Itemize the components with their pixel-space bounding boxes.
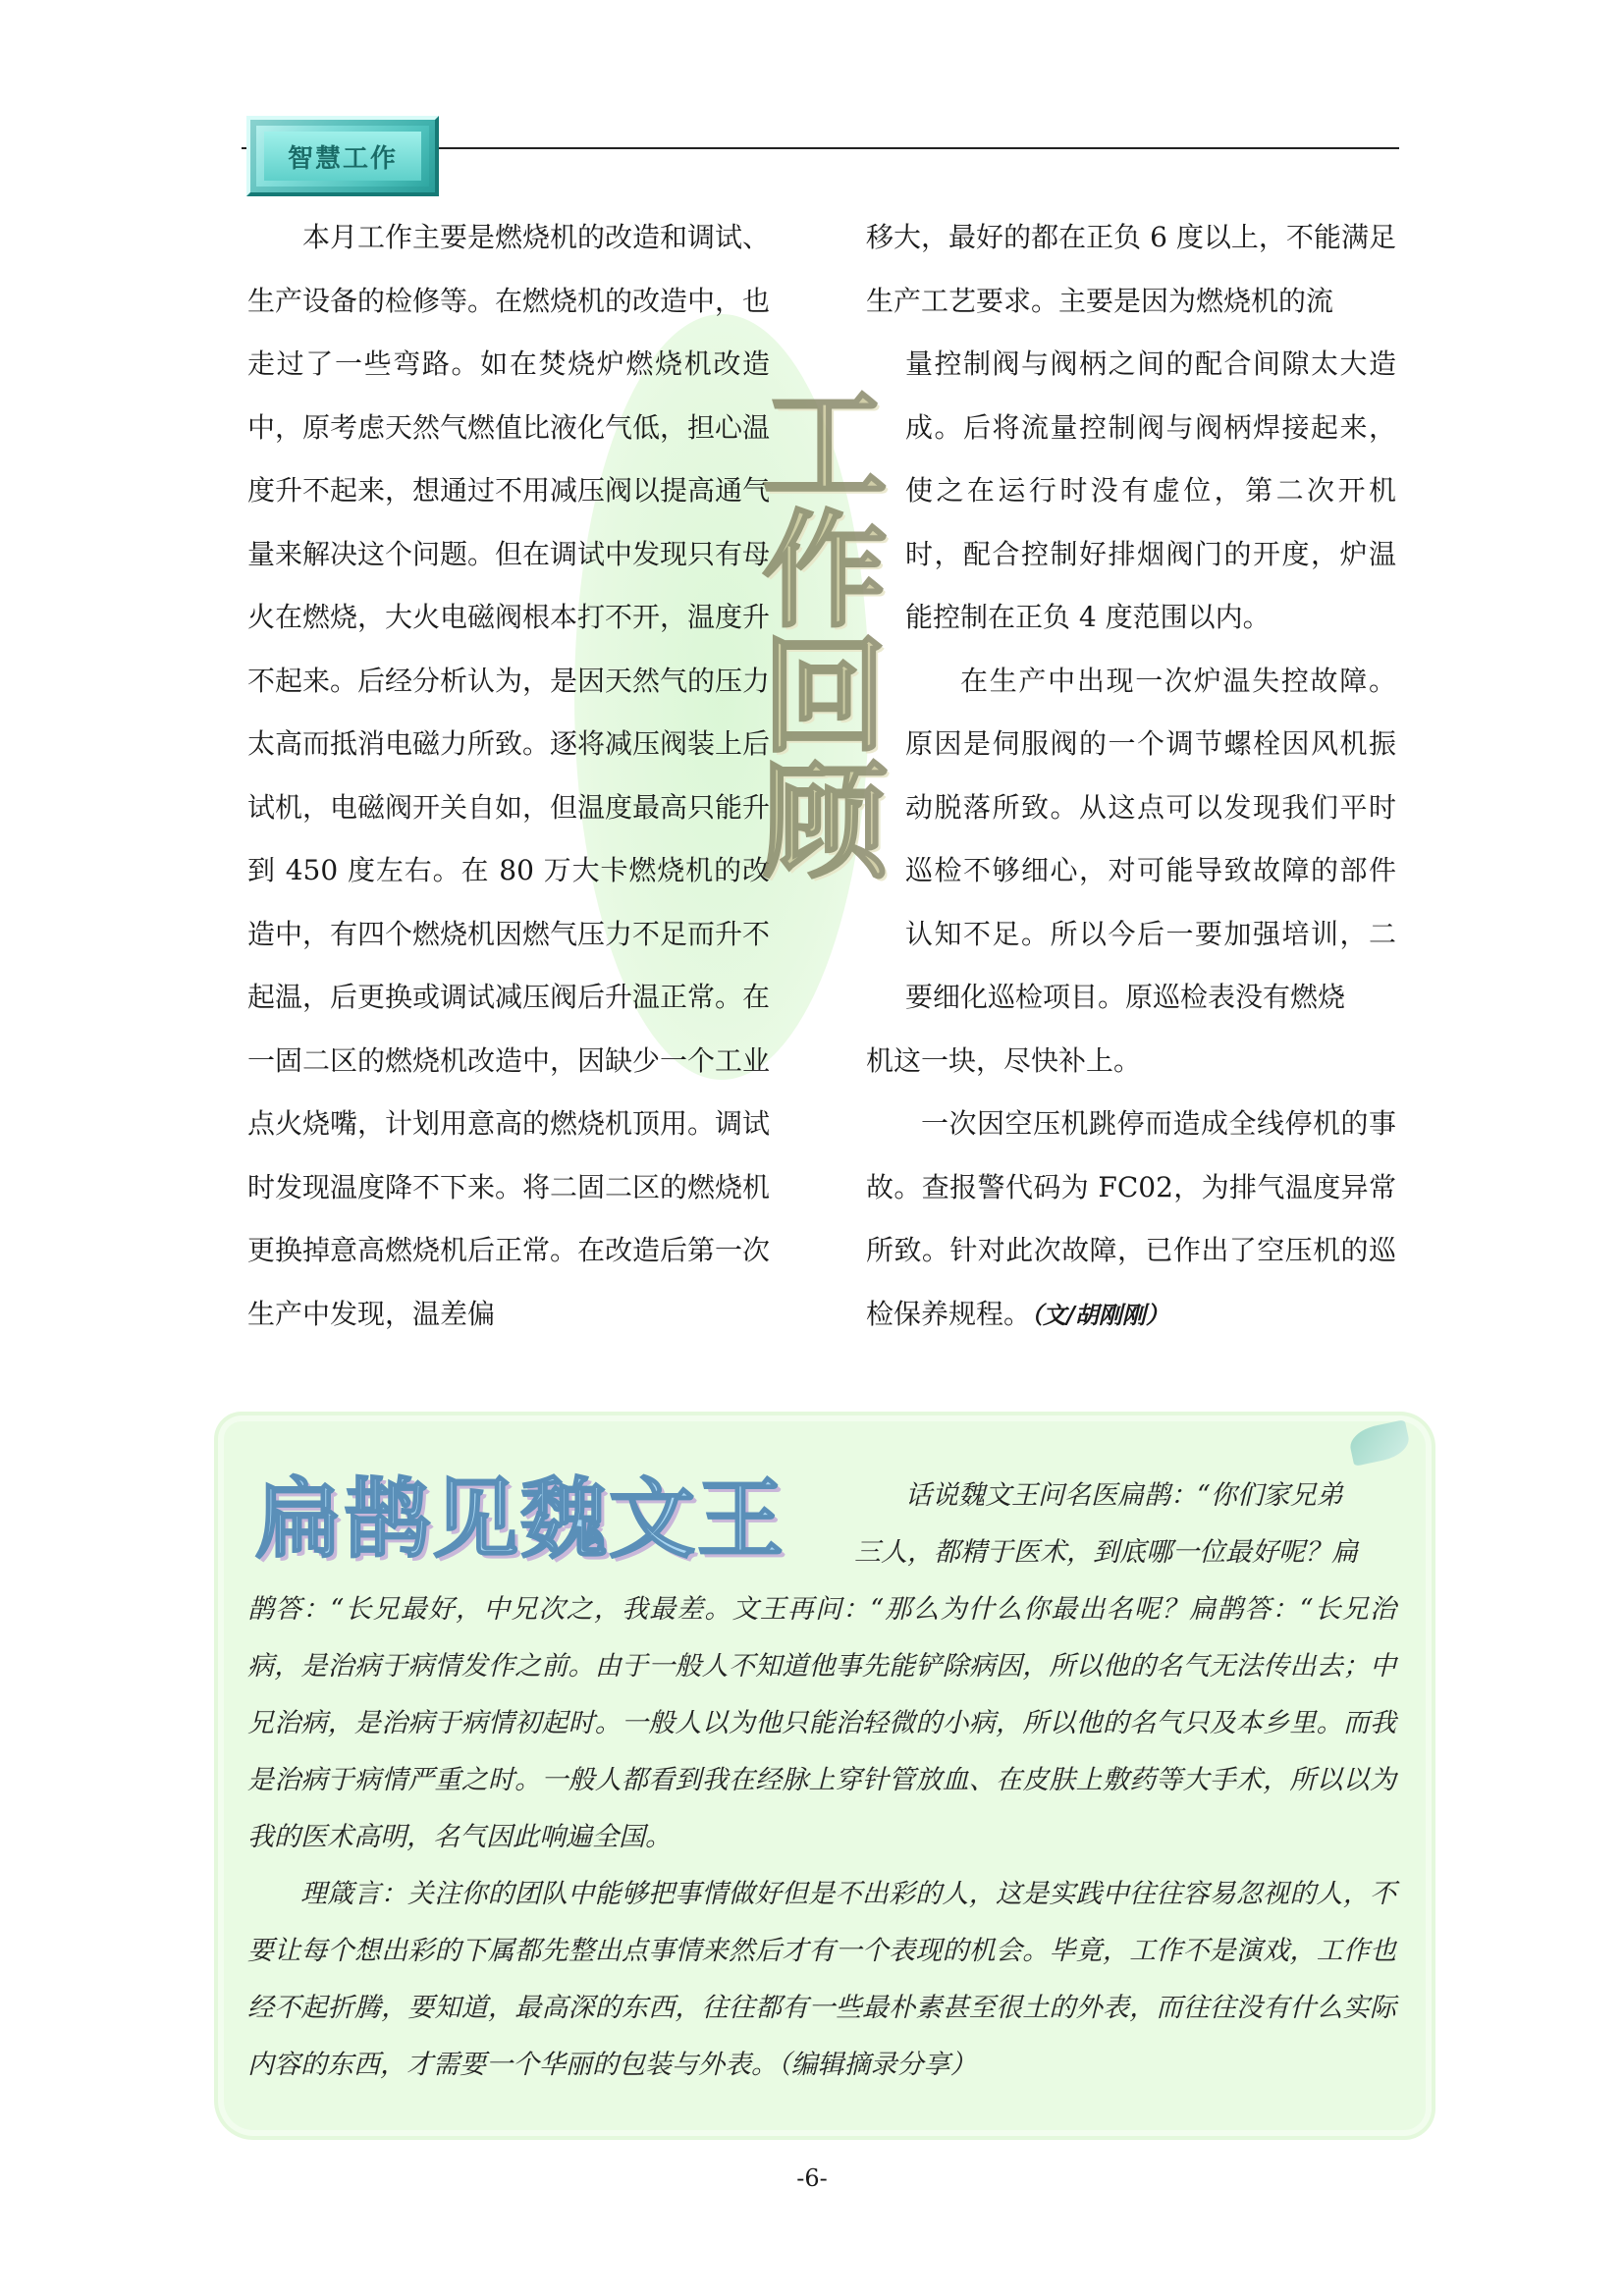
right-paragraph-5 (866, 1093, 1396, 1347)
right-paragraph-2: 量控制阀与阀柄之间的配合间隙太大造成。后将流量控制阀与阀柄焊接起来，使之在运行时没有虚位，第二次开机时，配合控制好排烟阀门的开度，炉温能控制在正负 4 度范围以内。 (905, 347, 1396, 633)
section-badge (246, 116, 439, 196)
watermark-char-4: 顾 (761, 749, 888, 896)
page-number: -6- (796, 2164, 828, 2192)
right-paragraph-1: 移大，最好的都在正负 6 度以上，不能满足生产工艺要求。主要是因为燃烧机的流 (866, 221, 1396, 317)
left-column (247, 206, 770, 1346)
right-paragraph-5-text: 一次因空压机跳停而造成全线停机的事故。查报警代码为 FC02，为排气温度异常所致。针对此次故障，已作出了空压机的巡检保养规程。 (866, 1107, 1396, 1330)
left-paragraph: 本月工作主要是燃烧机的改造和调试、生产设备的检修等。在燃烧机的改造中，也走过了一些弯路。如在焚烧炉燃烧机改造中，原考虑天然气燃值比液化气低，担心温度升不起来，想通过不用减压阀以提高通气量来解决这个问题。但在调试中发现只有母火在燃烧，大火电磁阀根本打不开，温度升不起来。后经分析认为，是因天然气的压力太高而抵消电磁力所致。逐将减压阀装上后试机，电磁阀开关自如，但温度最高只能升到 450 度左右。在 80 万大卡燃烧机的改造中，有四个燃烧机因燃气压力不足而升不起温，后更换或调试减压阀后升温正常。在一固二区的燃烧机改造中，因缺少一个工业点火烧嘴，计划用意高的燃烧机顶用。调试时发现温度降不下来。将二固二区的燃烧机更换掉意高燃烧机后正常。在改造后第一次生产中发现，温差偏 (247, 221, 771, 1330)
right-paragraph-4: 机这一块，尽快补上。 (866, 1043, 1142, 1077)
watermark-char-3: 回 (761, 623, 888, 771)
right-paragraph-3: 在生产中出现一次炉温失控故障。原因是伺服阀的一个调节螺栓因风机振动脱落所致。从这点可以发现我们平时巡检不够细心，对可能导致故障的部件认知不足。所以今后一要加强培训，二要细化巡检项目。原巡检表没有燃烧 (905, 664, 1396, 1013)
right-column (866, 206, 1396, 1347)
story-line-2: 三人，都精于医术，到底哪一位最好呢？扁 (854, 1537, 1358, 1568)
watermark-title (756, 372, 893, 896)
watermark-char-1: 工 (761, 372, 888, 519)
header-rule (439, 147, 1399, 149)
story-moral: 理箴言：关注你的团队中能够把事情做好但是不出彩的人，这是实践中往往容易忽视的人，不要让每个想出彩的下属都先整出点事情来然后才有一个表现的机会。毕竟，工作不是演戏，工作也经不起折腾，要知道，最高深的东西，往往都有一些最朴素甚至很土的外表，而往往没有什么实际内容的东西，才需要一个华丽的包装与外表。（编辑摘录分享） (247, 1879, 1396, 2080)
story-title: 扁鹊见魏文王 (255, 1468, 786, 1570)
section-badge-label: 智慧工作 (264, 132, 421, 181)
watermark-char-2: 作 (761, 498, 888, 645)
author-signature: （文/胡刚刚） (1031, 1300, 1169, 1329)
story-body: 鹊答：“长兄最好，中兄次之，我最差。文王再问：“那么为什么你最出名呢？扁鹊答：“长兄治病，是治病于病情发作之前。由于一般人不知道他事先能铲除病因，所以他的名气无法传出去；中兄治病，是治病于病情初起时。一般人以为他只能治轻微的小病，所以他的名气只及本乡里。而我是治病于病情严重之时。一般人都看到我在经脉上穿针管放血、在皮肤上敷药等大手术，所以以为我的医术高明，名气因此响遍全国。 (247, 1594, 1396, 1852)
story-line-1: 话说魏文王问名医扁鹊：“你们家兄弟 (905, 1480, 1343, 1511)
